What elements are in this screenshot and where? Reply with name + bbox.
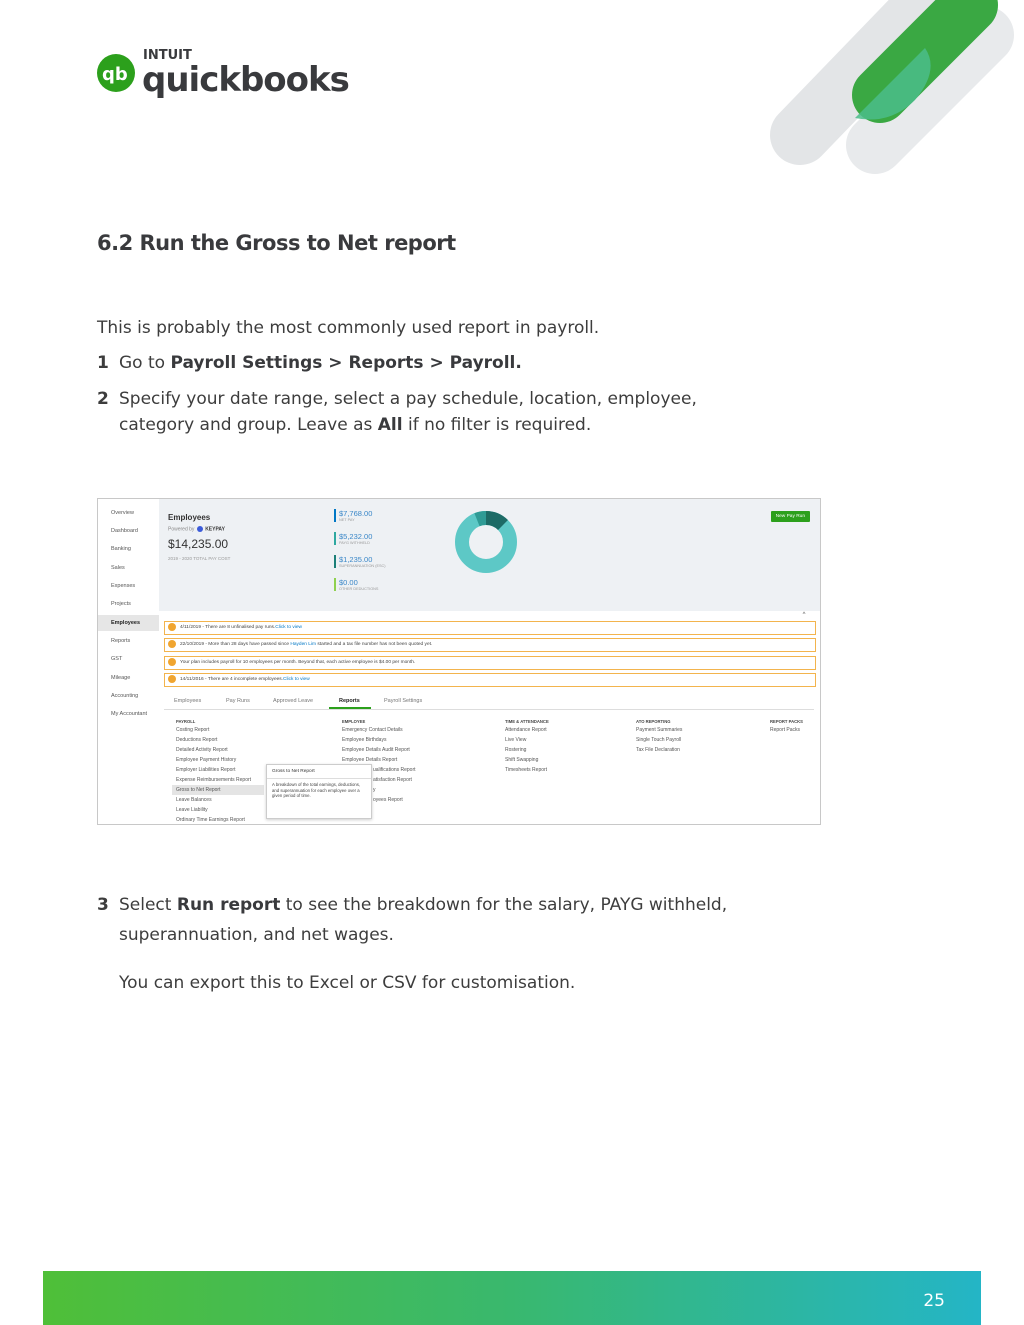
report-link[interactable]: Expense Reimbursements Report: [176, 777, 252, 783]
warning-icon: [168, 658, 176, 666]
stat-super: [334, 555, 386, 568]
step-2: [97, 386, 717, 438]
step-text: Go to: [119, 353, 171, 373]
step-bold: Payroll Settings > Reports > Payroll.: [170, 353, 522, 373]
report-link[interactable]: Emergency Contact Details: [342, 727, 403, 733]
alert-incomplete: [164, 673, 816, 687]
stat-value: $5,232.00: [339, 532, 373, 541]
report-link[interactable]: Live View: [505, 737, 527, 743]
export-note: You can export this to Excel or CSV for customisation.: [119, 973, 576, 993]
pay-cost-donut-chart: [453, 509, 519, 575]
new-pay-run-button[interactable]: New Pay Run: [771, 511, 810, 522]
sidebar-item-reports[interactable]: Reports: [111, 638, 131, 644]
report-link[interactable]: Detailed Activity Report: [176, 747, 228, 753]
stat-value: $7,768.00: [339, 509, 373, 518]
tab-employees[interactable]: Employees: [174, 698, 202, 704]
decorative-swoosh: [740, 0, 1024, 200]
column-header-report-packs: REPORT PACKS: [770, 719, 803, 724]
sidebar-item-mileage[interactable]: Mileage: [111, 675, 131, 681]
step-text: if no filter is required.: [402, 415, 592, 435]
alert-text: 14/11/2016 - There are 4 incomplete employees.: [180, 677, 284, 682]
report-link-gross-to-net[interactable]: Gross to Net Report: [176, 787, 221, 793]
keypay-label: KEYPAY: [205, 526, 225, 533]
stat-label: NET PAY: [339, 518, 355, 522]
stat-other: [334, 578, 378, 591]
report-link[interactable]: Deductions Report: [176, 737, 218, 743]
section-title: 6.2 Run the Gross to Net report: [97, 231, 456, 255]
step-1: [97, 350, 522, 376]
banner-title: Employees: [168, 513, 211, 522]
report-link[interactable]: Employee Payment History: [176, 757, 237, 763]
column-header-time: TIME & ATTENDANCE: [505, 719, 549, 724]
stat-label: SUPERANNUATION (ESC): [339, 564, 386, 568]
report-link[interactable]: Employee Birthdays: [342, 737, 387, 743]
report-link[interactable]: Shift Swapping: [505, 757, 539, 763]
stat-label: PAYG WITHHELD: [339, 541, 370, 545]
tab-reports[interactable]: Reports: [339, 698, 360, 704]
footer-bar: [43, 1271, 981, 1325]
report-link[interactable]: atisfaction Report: [373, 777, 412, 783]
powered-by-label: Powered by: [168, 526, 195, 533]
sidebar-item-dashboard[interactable]: Dashboard: [111, 528, 138, 534]
employees-banner: [159, 499, 820, 618]
report-link[interactable]: Leave Liability: [176, 807, 208, 813]
alert-text: 4/11/2019 - There are 8 unfinalised pay runs.: [180, 625, 276, 630]
gross-to-net-tooltip: [266, 764, 372, 819]
tooltip-body: A breakdown of the total earnings, deductions, and superannuation for each employee over a given period of time.: [272, 782, 361, 799]
report-link[interactable]: Leave Balances: [176, 797, 212, 803]
report-link[interactable]: Rostering: [505, 747, 527, 753]
report-link[interactable]: Employee Details Audit Report: [342, 747, 410, 753]
warning-icon: [168, 675, 176, 683]
sidebar-item-projects[interactable]: Projects: [111, 601, 131, 607]
report-link[interactable]: Costing Report: [176, 727, 210, 733]
tab-approved-leave[interactable]: Approved Leave: [273, 698, 314, 704]
stat-label: OTHER DEDUCTIONS: [339, 587, 379, 591]
warning-icon: [168, 623, 176, 631]
alert-link[interactable]: Hayden Lim: [290, 642, 317, 647]
step-text: to see the breakdown for the salary, PAYG withheld, superannuation, and net wages.: [119, 895, 728, 945]
step-bold: All: [377, 415, 403, 435]
stat-value: $0.00: [339, 578, 358, 587]
alert-link[interactable]: Click to view: [275, 625, 302, 630]
report-link[interactable]: Report Packs: [770, 727, 801, 733]
column-header-payroll: PAYROLL: [176, 719, 196, 724]
report-link[interactable]: Ordinary Time Earnings Report: [176, 817, 245, 823]
alert-unfinalised: [164, 621, 816, 635]
column-header-ato: ATO REPORTING: [636, 719, 671, 724]
column-header-employee: EMPLOYEE: [342, 719, 366, 724]
alert-link[interactable]: Click to view: [283, 677, 310, 682]
intro-text: This is probably the most commonly used report in payroll.: [97, 318, 600, 338]
report-link[interactable]: ualifications Report: [373, 767, 416, 773]
step-text: Select: [119, 895, 177, 915]
tab-pay-runs[interactable]: Pay Runs: [226, 698, 250, 704]
app-sidebar: [98, 499, 159, 824]
step-number: 1: [97, 353, 109, 373]
qb-logo-icon: [97, 54, 135, 92]
step-number: 3: [97, 895, 109, 915]
quickbooks-wordmark: quickbooks: [142, 60, 349, 100]
report-link[interactable]: Tax File Declaration: [636, 747, 680, 753]
step-text: Specify your date range, select a pay schedule, location, employee, category and group. Leave as: [119, 389, 697, 435]
quickbooks-logo: [97, 48, 349, 100]
sidebar-item-gst[interactable]: GST: [111, 656, 123, 662]
report-link[interactable]: Attendance Report: [505, 727, 547, 733]
report-link[interactable]: Timesheets Report: [505, 767, 548, 773]
warning-icon: [168, 640, 176, 648]
page-number: 25: [923, 1291, 945, 1311]
sidebar-item-employees[interactable]: Employees: [111, 620, 141, 626]
step-3: [97, 890, 757, 950]
alert-tax-file: [164, 638, 816, 652]
stat-value: $1,235.00: [339, 555, 373, 564]
report-link[interactable]: Employee Details Report: [342, 757, 398, 763]
report-link[interactable]: oyees Report: [373, 797, 403, 803]
report-link[interactable]: Employer Liabilities Report: [176, 767, 236, 773]
alert-text: started and a tax file number has not been quoted yet.: [316, 642, 433, 647]
total-pay-cost: $14,235.00: [168, 537, 229, 551]
svg-text:qb: qb: [102, 64, 128, 85]
total-pay-cost-label: 2019 - 2020 TOTAL PAY COST: [168, 556, 231, 561]
powered-by: [168, 526, 225, 532]
tab-divider: [164, 709, 814, 710]
alert-plan: [164, 656, 816, 670]
sidebar-item-overview[interactable]: Overview: [111, 510, 134, 516]
report-link[interactable]: Payment Summaries: [636, 727, 683, 733]
sidebar-item-expenses[interactable]: Expenses: [111, 583, 136, 589]
sidebar-item-banking[interactable]: Banking: [111, 546, 131, 552]
step-bold: Run report: [176, 895, 281, 915]
embedded-screenshot: [97, 498, 821, 825]
report-link[interactable]: Single Touch Payroll: [636, 737, 682, 743]
collapse-chevron-icon[interactable]: ^: [800, 611, 808, 619]
alert-text: 22/10/2019 - More than 28 days have passed since: [180, 642, 291, 647]
stat-net-pay: [334, 509, 372, 522]
tooltip-title: Gross to Net Report: [267, 765, 371, 779]
keypay-icon: [197, 526, 203, 532]
sidebar-item-my-accountant[interactable]: My Accountant: [111, 711, 148, 717]
stat-payg: [334, 532, 372, 545]
step-number: 2: [97, 389, 109, 409]
alert-text: Your plan includes payroll for 10 employees per month. Beyond that, each active employee is $4.00 per month.: [180, 660, 416, 665]
sidebar-item-sales[interactable]: Sales: [111, 565, 125, 571]
report-link[interactable]: y: [373, 787, 376, 793]
intuit-wordmark: INTUIT: [143, 48, 192, 63]
tab-payroll-settings[interactable]: Payroll Settings: [384, 698, 423, 704]
sidebar-item-accounting[interactable]: Accounting: [111, 693, 139, 699]
